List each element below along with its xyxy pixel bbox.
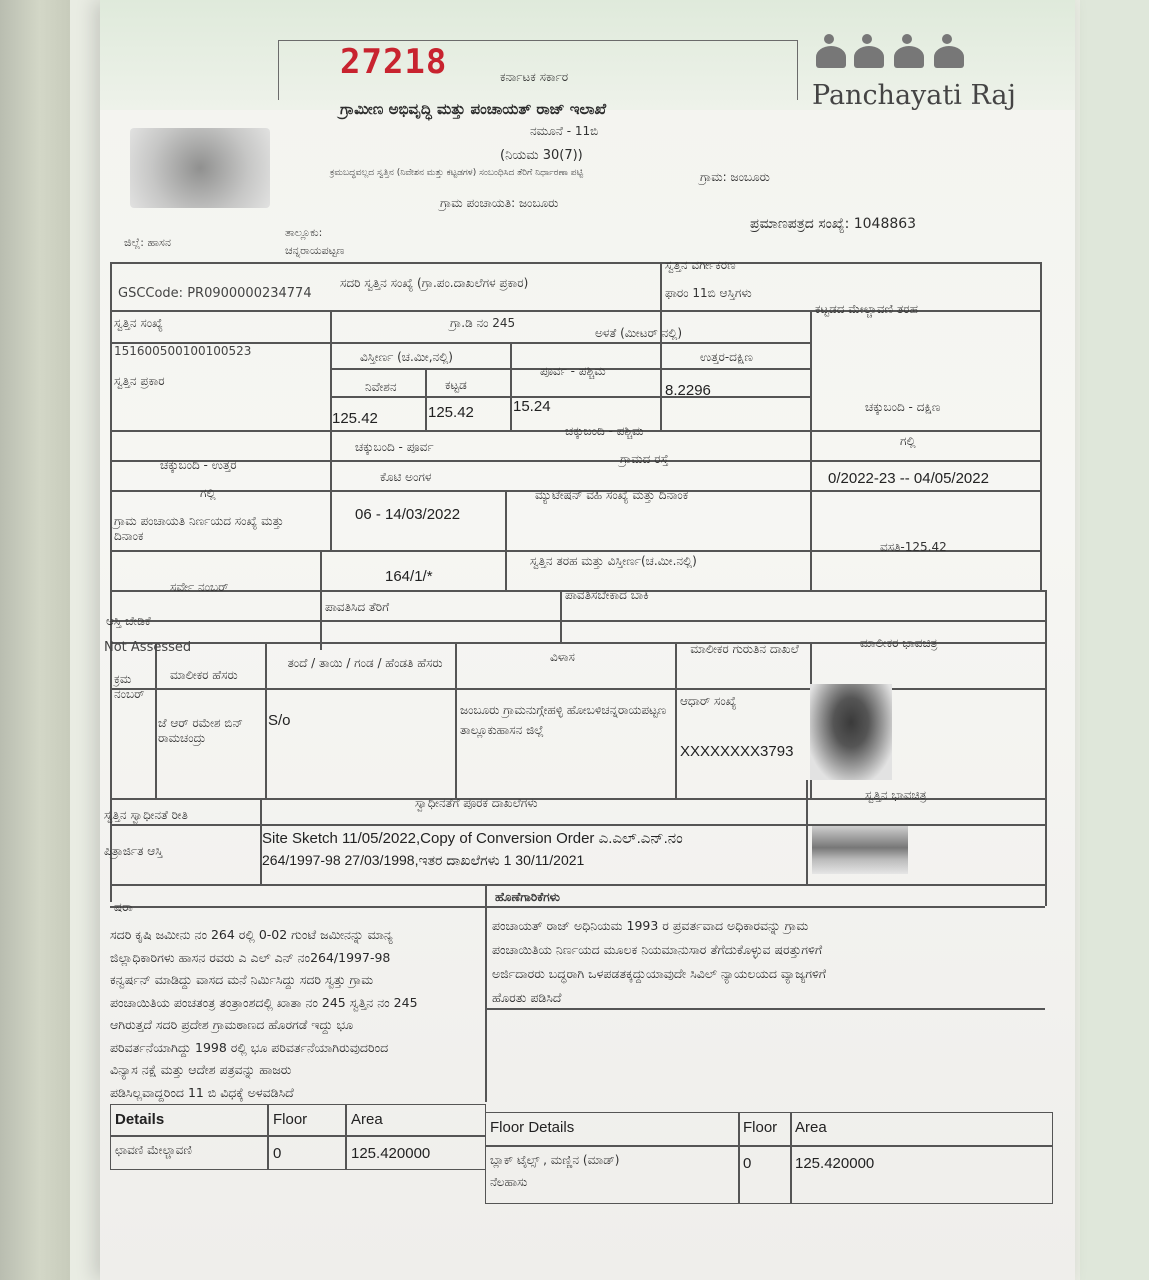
col-owner-photo: ಮಾಲೀಕರ ಭಾವಚಿತ್ರ <box>860 636 938 650</box>
floor-right-h-area: Area <box>795 1119 827 1136</box>
taluk-label: ತಾಲ್ಲೂಕು: <box>285 226 323 239</box>
survey-value: 164/1/* <box>385 568 433 585</box>
tax-demand-label: ಆಸ್ತಿ ಬೇಡಿಕೆ <box>106 614 151 628</box>
boundary-n-label: ಚಕ್ಕುಬಂದಿ - ಉತ್ತರ <box>160 458 237 472</box>
village-label: ಗ್ರಾಮ: ಜಂಬೂರು <box>700 170 770 184</box>
taluk-value: ಚನ್ನರಾಯಪಟ್ಟಣ <box>285 244 345 257</box>
remarks-line: ಪಡಿಸಿಲ್ಲವಾದ್ದರಿಂದ 11 ಬಿ ವಿಧಕ್ಕೆ ಅಳವಡಿಸಿದೆ <box>110 1084 294 1100</box>
floor-right-floor: 0 <box>743 1155 752 1172</box>
govt-title: ಕರ್ನಾಟಕ ಸರ್ಕಾರ <box>500 70 569 84</box>
remarks-line: ಕನ್ವರ್ಷನ್ ಮಾಡಿದ್ದು ವಾಸದ ಮನೆ ನಿರ್ಮಿಸಿದ್ದು ಸದರಿ ಸ್ವತ್ತು ಗ್ರಾಮ <box>110 972 374 987</box>
dims-label: ಅಳತೆ (ಮೀಟರ್ ನಲ್ಲಿ) <box>595 326 683 340</box>
remarks-line: ವಿನ್ಯಾಸ ನಕ್ಷೆ ಮತ್ತು ಆದೇಶ ಪತ್ರವನ್ನು ಹಾಜರು <box>110 1062 292 1077</box>
type-area-value: ವಸತಿ-125.42 <box>880 540 947 554</box>
ew-label: ಪೂರ್ವ - ಪಶ್ಚಿಮ <box>540 364 606 378</box>
boundary-e-label: ಚಕ್ಕುಬಂದಿ - ಪೂರ್ವ <box>355 440 434 454</box>
floor-left-h-area: Area <box>351 1111 383 1128</box>
col-owner-name: ಮಾಲೀಕರ ಹೆಸರು <box>170 668 238 682</box>
building-label: ಕಟ್ಟಡ <box>445 378 467 392</box>
floor-left-details: ಛಾವಣಿ ಮೇಲ್ಚಾವಣಿ <box>115 1143 192 1157</box>
gp-decision-value: 06 - 14/03/2022 <box>355 506 461 523</box>
col-relation: ತಂದೆ / ತಾಯಿ / ಗಂಡ / ಹೆಂಡತಿ ಹೆಸರು <box>287 656 443 670</box>
gp-decision-label: ಗ್ರಾಮ ಪಂಚಾಯತಿ ನಿರ್ಣಯದ ಸಂಖ್ಯೆ ಮತ್ತು ದಿನಾಂಕ <box>114 514 284 543</box>
acquisition-docs-line2: 264/1997-98 27/03/1998,ಇತರ ದಾಖಲೆಗಳು 1 30/11/2021 <box>262 852 585 868</box>
liabilities-line: ಹೊರತು ಪಡಿಸಿದೆ <box>492 990 562 1005</box>
col-serial-no: ಕ್ರಮ ನಂಬರ್ <box>114 672 145 701</box>
boundary-e-value: ಕೊಟಿ ಅಂಗಳ <box>380 470 432 484</box>
ns-value: 8.2296 <box>665 382 711 399</box>
classification-label: ಸ್ವತ್ತಿನ ವರ್ಗೀಕರಣ <box>665 258 736 272</box>
owner-relation: S/o <box>268 712 291 729</box>
floor-right-h-floor: Floor <box>743 1119 778 1136</box>
liabilities-line: ಪಂಚಾಯಿತಿಯ ನಿರ್ಣಯದ ಮೂಲಕ ನಿಯಮಾನುಸಾರ ತೆಗೆದುಕೊಳ್ಳುವ ಷರತ್ತುಗಳಿಗೆ <box>492 942 823 957</box>
remarks-line: ಪರಿವರ್ತನೆಯಾಗಿದ್ದು 1998 ರಲ್ಲಿ ಭೂ ಪರಿವರ್ತನೆಯಾಗಿರುವುದರಿಂದ <box>110 1039 389 1055</box>
area-label: ವಿಸ್ತೀರ್ಣ (ಚ.ಮೀ,ನಲ್ಲಿ) <box>360 350 453 364</box>
type-area-label: ಸ್ವತ್ತಿನ ತರಹ ಮತ್ತು ವಿಸ್ತೀರ್ಣ(ಚ.ಮೀ.ನಲ್ಲಿ) <box>530 554 697 568</box>
floor-left-h-floor: Floor <box>273 1111 308 1128</box>
gsc-code: GSCCode: PR0900000234774 <box>118 286 312 301</box>
owner-photo <box>810 684 892 780</box>
boundary-n-value: ಗಲ್ಲಿ <box>200 486 216 500</box>
state-emblem-icon <box>130 128 270 208</box>
survey-label: ಸರ್ವೇ ನಂಬರ್ <box>170 580 229 594</box>
owner-address: ಜಂಬೂರು ಗ್ರಾಮನುಗ್ಗೇಹಳ್ಳಿ ಹೋಬಳಿಚನ್ನರಾಯಪಟ್ಟಣ ತಾಲ್ಲೂಕುಹಾಸನ ಜಿಲ್ಲೆ <box>460 703 667 737</box>
property-photo <box>812 826 908 874</box>
floor-left-area: 125.420000 <box>351 1145 431 1162</box>
acquisition-docs-line1: Site Sketch 11/05/2022,Copy of Conversion Order ಎ.ಎಲ್.ಎನ್.ನಂ <box>262 830 683 847</box>
gp-prop-no-value: ಗ್ರಾ.ಡಿ ನಂ 245 <box>450 316 516 330</box>
district-label: ಜಿಲ್ಲೆ: ಹಾಸನ <box>124 236 171 249</box>
form-number: ನಮೂನೆ - 11ಬಿ <box>530 124 599 138</box>
prop-type-label: ಸ್ವತ್ತಿನ ಪ್ರಕಾರ <box>114 374 165 388</box>
department-title: ಗ್ರಾಮೀಣ ಅಭಿವೃದ್ಧಿ ಮತ್ತು ಪಂಚಾಯತ್ ರಾಜ್ ಇಲಾಖೆ <box>340 100 607 118</box>
building-area-value: 125.42 <box>428 404 474 421</box>
floor-right-details-line2: ನೆಲಹಾಸು <box>490 1175 528 1189</box>
serial-number: 27218 <box>340 42 448 82</box>
floor-right-area: 125.420000 <box>795 1155 875 1172</box>
floor-left-floor: 0 <box>273 1145 282 1162</box>
remarks-line: ಪಂಚಾಯಿತಿಯ ಪಂಚತಂತ್ರ ತಂತ್ರಾಂಶದಲ್ಲಿ ಖಾತಾ ನಂ 245 ಸ್ವತ್ತಿನ ನಂ 245 <box>110 994 418 1010</box>
col-address: ವಿಳಾಸ <box>550 650 575 664</box>
prop-no-label: ಸ್ವತ್ತಿನ ಸಂಖ್ಯೆ <box>114 316 163 330</box>
form-page <box>100 0 1075 1280</box>
liabilities-label: ಹೊಣೆಗಾರಿಕೆಗಳು <box>495 890 560 904</box>
owner-name: ಜೆ ಆರ್ ರಮೇಶ ಬಿನ್ ರಾಮಚಂದ್ರು <box>158 716 244 745</box>
certificate-number: ಪ್ರಮಾಣಪತ್ರದ ಸಂಖ್ಯೆ: 1048863 <box>750 216 917 232</box>
tax-paid-label: ಪಾವತಿಸಿದ ತೆರಿಗೆ <box>325 600 390 614</box>
boundary-w-value: ಗ್ರಾಮದ ರಸ್ತೆ <box>620 452 669 466</box>
boundary-s-label: ಚಕ್ಕುಬಂದಿ - ದಕ್ಷಿಣ <box>865 400 941 414</box>
acquisition-method-label: ಸ್ವತ್ತಿನ ಸ್ವಾಧೀನತೆ ರೀತಿ <box>104 808 188 822</box>
mutation-label: ಮ್ಯುಟೇಷನ್ ವಹಿ ಸಂಖ್ಯೆ ಮತ್ತು ದಿನಾಂಕ <box>535 488 689 502</box>
acquisition-method: ಪಿತ್ರಾರ್ಜಿತ ಆಸ್ತಿ <box>104 844 163 858</box>
site-area-value: 125.42 <box>332 410 378 427</box>
not-assessed: Not Assessed <box>104 640 192 655</box>
col-owner-id: ಮಾಲೀಕರ ಗುರುತಿನ ದಾಖಲೆ <box>690 642 799 656</box>
site-label: ನಿವೇಶನ <box>365 380 397 394</box>
panchayati-raj-logo-icon <box>810 30 980 80</box>
owner-id-type: ಆಧಾರ್ ಸಂಖ್ಯೆ <box>680 694 737 708</box>
gp-prop-no-label: ಸದರಿ ಸ್ವತ್ತಿನ ಸಂಖ್ಯೆ (ಗ್ರಾ.ಪಂ.ದಾಖಲೆಗಳ ಪ್ರಕಾರ) <box>340 276 529 290</box>
remarks-line: ಜಿಲ್ಲಾಧಿಕಾರಿಗಳು ಹಾಸನ ರವರು ಎ ಎಲ್ ಎನ್ ನಂ264/1997-98 <box>110 949 391 965</box>
rule-number: (ನಿಯಮ 30(7)) <box>500 148 583 163</box>
owner-id-number: XXXXXXXX3793 <box>680 743 794 760</box>
liabilities-line: ಪಂಚಾಯತ್ ರಾಜ್ ಅಧಿನಿಯಮ 1993 ರ ಪ್ರವರ್ತವಾದ ಅಧಿಕಾರವನ್ನು ಗ್ರಾಮ <box>492 918 809 933</box>
prop-no-value: 151600500100100523 <box>114 344 252 358</box>
boundary-w-label: ಚಕ್ಕುಬಂದಿ - ಪಶ್ಚಿಮ <box>565 424 644 438</box>
floor-table-right <box>485 1112 1053 1204</box>
remarks-line: ಸದರಿ ಕೃಷಿ ಜಮೀನು ನಂ 264 ರಲ್ಲಿ 0-02 ಗುಂಟೆ ಜಮೀನನ್ನು ಮಾನ್ಯ <box>110 927 393 942</box>
brand-name: Panchayati Raj <box>812 80 1016 111</box>
floor-left-h-details: Details <box>115 1111 165 1128</box>
remarks-label: ಷರಾ <box>114 900 133 914</box>
liabilities-text <box>492 914 1042 1010</box>
classification-value: ಫಾರಂ 11ಬಿ ಆಸ್ತಿಗಳು <box>665 286 752 300</box>
floor-table-left <box>110 1104 486 1170</box>
liabilities-line: ಅರ್ಜಿದಾರರು ಬದ್ಧರಾಗಿ ಒಳಪಡತಕ್ಕದ್ದುಯಾವುದೇ ಸಿವಿಲ್ ನ್ಯಾಯಲಯದ ವ್ಯಾಜ್ಯಗಳಿಗೆ <box>492 966 827 981</box>
building-type-label: ಕಟ್ಟಡದ ಮೇಲ್ಚಾವಣಿ ತರಹ <box>815 302 918 316</box>
floor-right-h-details: Floor Details <box>490 1119 575 1136</box>
remarks-line: ಆಗಿರುತ್ತದೆ ಸದರಿ ಪ್ರದೇಶ ಗ್ರಾಮಠಾಣದ ಹೊರಗಡೆ ಇದ್ದು ಭೂ <box>110 1017 354 1032</box>
ns-label: ಉತ್ತರ-ದಕ್ಷಿಣ <box>700 350 753 364</box>
floor-right-details-line1: ಬ್ಲಾಕ್ ಟೈಲ್ಸ್ , ಮಣ್ಣಿನ (ಮಾಡ್) <box>490 1153 620 1167</box>
ew-value: 15.24 <box>513 398 551 415</box>
property-photo-label: ಸ್ವತ್ತಿನ ಭಾವಚಿತ್ರ <box>865 788 927 802</box>
remarks-text <box>110 924 485 1104</box>
mutation-value: 0/2022-23 -- 04/05/2022 <box>828 470 989 487</box>
gp-label: ಗ್ರಾಮ ಪಂಚಾಯತಿ: ಜಂಬೂರು <box>440 196 559 210</box>
acquisition-docs-label: ಸ್ವಾಧೀನತೆಗೆ ಪೂರಕ ದಾಖಲೆಗಳು <box>415 796 538 810</box>
boundary-s-value: ಗಲ್ಲಿ <box>900 434 916 448</box>
tax-due-label: ಪಾವತಿಸಬೇಕಾದ ಬಾಕಿ <box>565 588 649 602</box>
form-subtitle: ಕ್ರಮಬದ್ಧವಲ್ಲದ ಸ್ವತ್ತಿನ (ನಿವೇಶನ ಮತ್ತು ಕಟ್ಟಡಗಳ) ಸಂಬಂಧಿಸಿದ ತೆರಿಗೆ ನಿರ್ಧಾರಣಾ ಪಟ್ಟಿ <box>330 168 584 178</box>
